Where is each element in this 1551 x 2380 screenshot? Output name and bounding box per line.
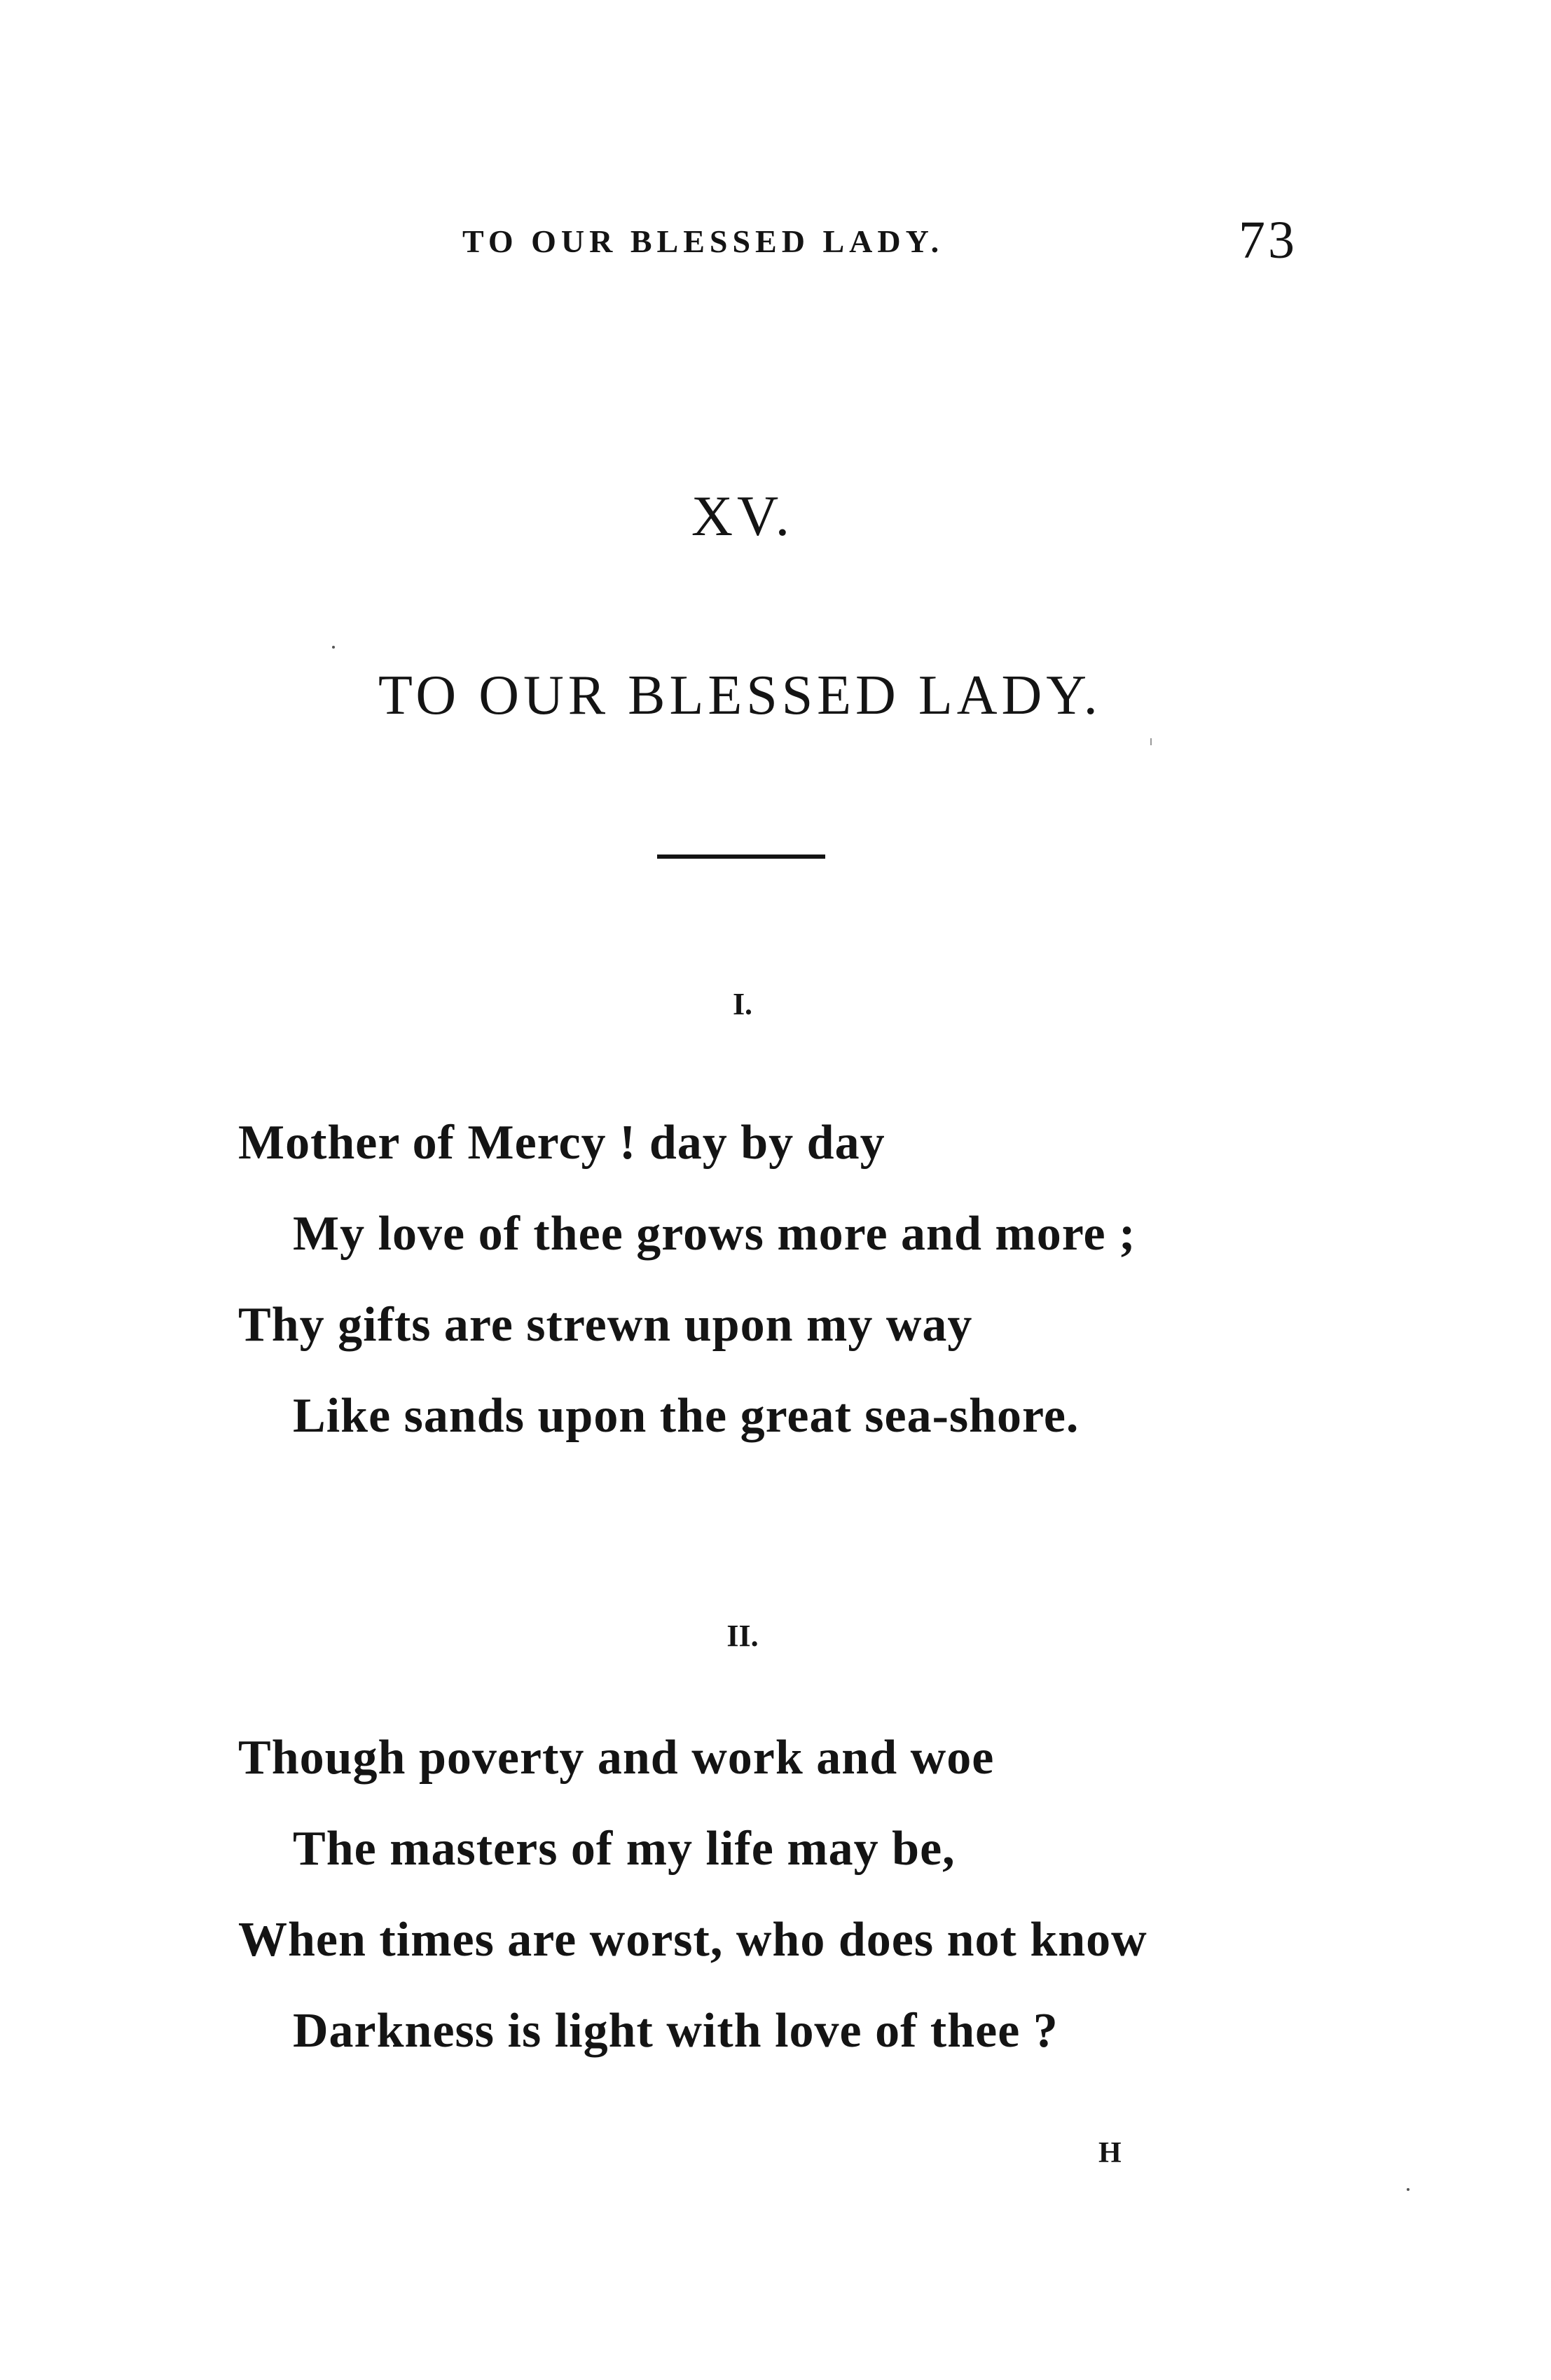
stanza-2-line-2: The masters of my life may be, — [293, 1822, 956, 1876]
stanza-2-line-4: Darkness is light with love of thee ? — [293, 2004, 1059, 2058]
poem-number: XV. — [691, 484, 794, 548]
print-speck — [1407, 2188, 1409, 2191]
title-divider-rule — [657, 855, 825, 859]
stanza-2-numeral: II. — [726, 1619, 759, 1653]
stanza-1-line-1: Mother of Mercy ! day by day — [238, 1116, 885, 1170]
running-head-title: TO OUR BLESSED LADY. — [462, 223, 944, 259]
print-speck — [332, 646, 335, 649]
stanza-1-line-2: My love of thee grows more and more ; — [293, 1207, 1136, 1261]
stanza-2-line-1: Though poverty and work and woe — [238, 1731, 995, 1785]
stanza-1-line-4: Like sands upon the great sea-shore. — [293, 1389, 1080, 1443]
poem-title: TO OUR BLESSED LADY. — [378, 665, 1102, 726]
page-number: 73 — [1239, 211, 1297, 270]
stanza-2-line-3: When times are worst, who does not know — [238, 1913, 1147, 1967]
print-speck — [1150, 738, 1152, 745]
stanza-1-line-3: Thy gifts are strewn upon my way — [238, 1298, 973, 1352]
stanza-1-numeral: I. — [732, 987, 753, 1021]
signature-mark: H — [1098, 2137, 1122, 2169]
